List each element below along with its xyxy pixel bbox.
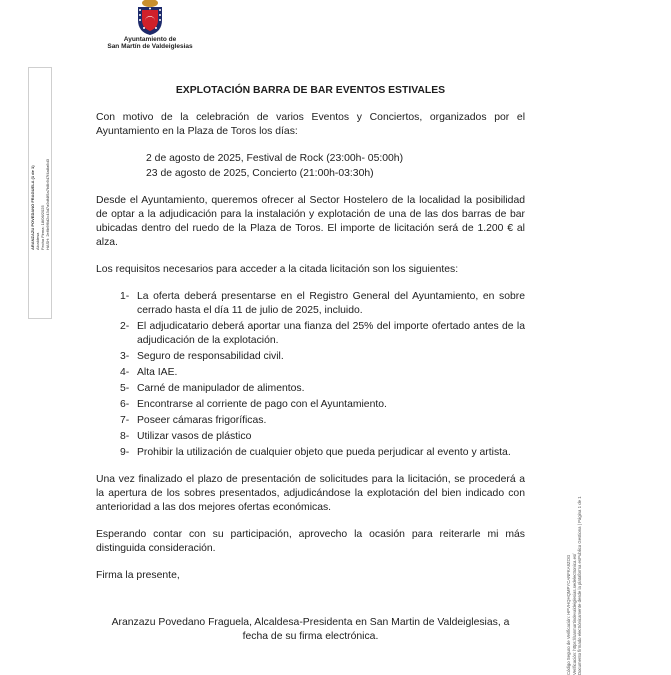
- requirement-item: [120, 398, 525, 412]
- signature-stamp: [30, 159, 50, 250]
- requirement-number: 4-: [120, 367, 130, 378]
- requirements-intro: Los requisitos necesarios para acceder a la citada licitación son los siguientes:: [96, 264, 459, 275]
- requirement-text: Encontrarse al corriente de pago con el Ayuntamiento.: [137, 399, 387, 410]
- requirement-text: Alta IAE.: [137, 367, 178, 378]
- requirement-number: 2-: [120, 321, 130, 332]
- requirement-number: 3-: [120, 351, 130, 362]
- verification-code: Código Seguro de Verificación: HPVHQHQMPYCANFKA9ZOG: [566, 554, 571, 675]
- header-logo: [100, 0, 200, 50]
- requirement-item: [120, 350, 525, 364]
- stamp-date: Fecha Firma: 18/06/2025: [40, 205, 45, 250]
- signature-line-1: Aranzazu Povedano Fraguela, Alcaldesa-Presidenta en San Martin de Valdeiglesias, a: [111, 617, 510, 628]
- org-name-line2: San Martín de Valdeiglesias: [107, 43, 193, 50]
- coat-of-arms-icon: [132, 0, 168, 36]
- requirement-item: [120, 414, 525, 428]
- org-name-line1: Ayuntamiento de: [123, 36, 177, 43]
- requirement-number: 5-: [120, 383, 130, 394]
- stamp-role: Alcaldesa: [35, 232, 40, 250]
- verification-url: Verificación: https://sanmartindevaldeiglesias.sedelectronica.es/: [571, 553, 577, 675]
- offer-paragraph: Desde el Ayuntamiento, queremos ofrecer al Sector Hostelero de la localidad la posibilidad de optar a la adjudicación para la instalación y explotación de una de las dos barras de bar ubicadas dentro del ruedo de la Plaza de Toros. El importe de licitación será de 1.200 € al alza.: [96, 195, 525, 248]
- requirement-number: 9-: [120, 447, 130, 458]
- event-item: 2 de agosto de 2025, Festival de Rock (23:00h- 05:00h): [146, 153, 404, 164]
- verification-footer: [566, 496, 583, 675]
- requirements-list: [96, 290, 525, 460]
- document-body: [96, 84, 525, 644]
- requirement-item: [120, 320, 525, 348]
- requirement-text: Utilizar vasos de plástico: [137, 431, 252, 442]
- requirement-text: La oferta deberá presentarse en el Registro General del Ayuntamiento, en sobre cerrado hasta el día 11 de julio de 2025, incluido.: [137, 291, 525, 316]
- signature-line-2: fecha de su firma electrónica.: [242, 631, 379, 642]
- procedure-paragraph: Una vez finalizado el plazo de presentación de solicitudes para la licitación, se procederá a la apertura de los sobres presentados, adjudicándose la explotación del bien indicado con anterioridad a las dos mejores ofertas económicas.: [96, 474, 525, 513]
- requirement-number: 6-: [120, 399, 130, 410]
- requirement-number: 8-: [120, 431, 130, 442]
- farewell-paragraph: Esperando contar con su participación, aprovecho la ocasión para reiterarle mi más distinguida consideración.: [96, 529, 525, 554]
- requirement-item: [120, 382, 525, 396]
- requirement-number: 1-: [120, 291, 130, 302]
- event-item: 23 de agosto de 2025, Concierto (21:00h-03:30h): [146, 167, 374, 179]
- stamp-signer: ARANZAZU POVEDANO FRAGUELA (1 de 1): [30, 165, 35, 250]
- events-list: [146, 152, 525, 181]
- requirement-item: [120, 290, 525, 318]
- requirement-item: [120, 446, 525, 460]
- intro-paragraph: Con motivo de la celebración de varios Eventos y Conciertos, organizados por el Ayuntamiento en la Plaza de Toros los días:: [96, 112, 525, 137]
- requirement-text: Prohibir la utilización de cualquier objeto que pueda perjudicar al evento y artista.: [137, 447, 511, 458]
- stamp-hash: HASH: 2e6b6f6d2c43d7a9df4f5a7b8b947f4a8a6d3: [45, 159, 50, 250]
- requirement-text: Poseer cámaras frigoríficas.: [137, 415, 267, 426]
- page-info: Documento firmado electrónicamente desde la plataforma esPublico Gestiona | Página 1 de 1: [577, 496, 582, 675]
- signature-block: [96, 616, 525, 644]
- requirement-text: El adjudicatario deberá aportar una fianza del 25% del importe ofertado antes de la adjudicación de la explotación.: [137, 321, 525, 346]
- requirement-text: Carné de manipulador de alimentos.: [137, 383, 305, 394]
- requirement-number: 7-: [120, 415, 130, 426]
- requirement-item: [120, 430, 525, 444]
- requirement-text: Seguro de responsabilidad civil.: [137, 351, 284, 362]
- sign-intro: Firma la presente,: [96, 570, 180, 581]
- requirement-item: [120, 366, 525, 380]
- document-title: EXPLOTACIÓN BARRA DE BAR EVENTOS ESTIVALES: [175, 85, 446, 96]
